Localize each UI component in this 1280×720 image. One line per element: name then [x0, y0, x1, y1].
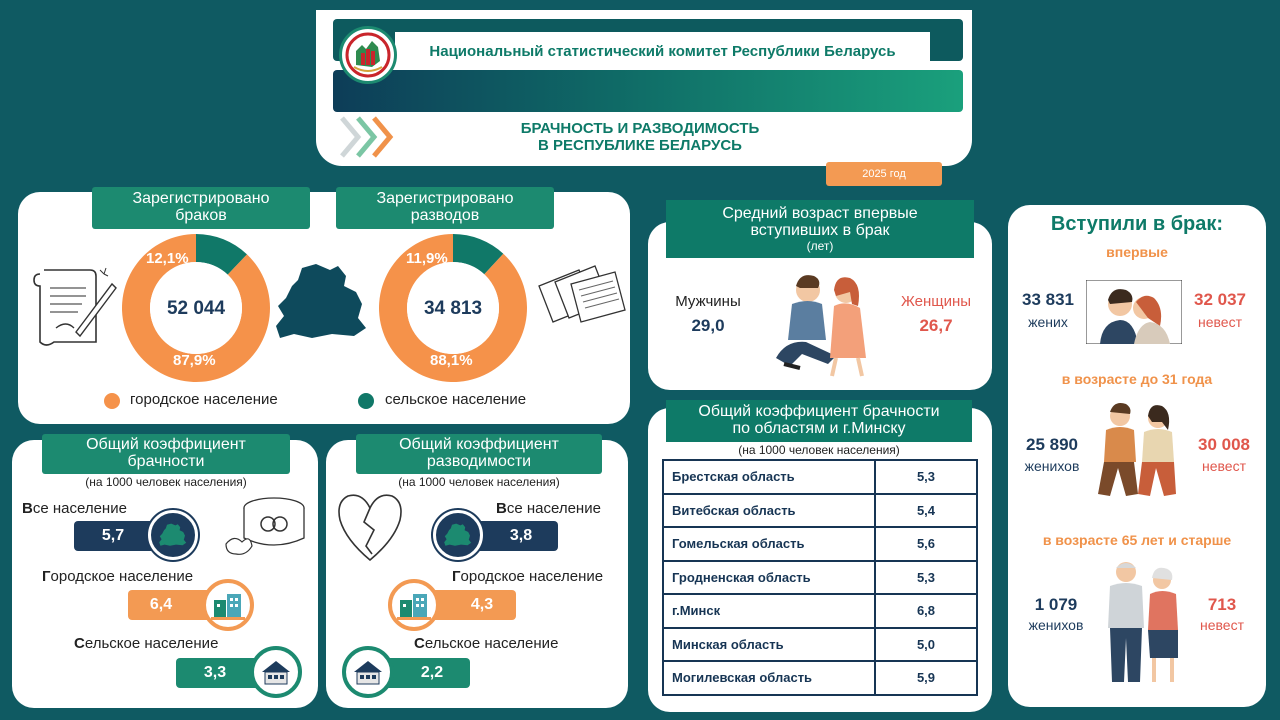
marriage-rural-value: 3,3 [203, 664, 227, 681]
table-row [663, 460, 977, 494]
regions-table [662, 459, 978, 696]
marriage-urban-label-rest: ородское население [50, 568, 194, 585]
marriage-rural-label-first: С [74, 635, 85, 652]
young-couple-illustration [766, 262, 886, 382]
belarus-map-icon [272, 262, 372, 342]
divorce-all-label [496, 500, 601, 517]
avg-age-women-label: Женщины [900, 293, 972, 310]
header-org-box [395, 32, 930, 70]
marriage-all-label-first: В [22, 500, 33, 517]
divorce-rate-title-line1: Общий коэффициент [399, 436, 559, 454]
marriage-rural-label-rest: ельское население [84, 635, 219, 652]
avg-age-title-box [666, 200, 974, 258]
elderly-couple-illustration [1098, 558, 1190, 688]
emblem-logo [339, 26, 397, 84]
divorce-rural-label [414, 635, 558, 652]
region-value: 5,0 [875, 628, 977, 662]
divorces-label-line1: Зарегистрировано [376, 190, 514, 208]
married-first-brides: 32 037 [1194, 290, 1246, 309]
married-over65-heading: в возрасте 65 лет и старше [1042, 532, 1232, 548]
contract-scroll-icon [26, 262, 118, 354]
village-house-icon [352, 658, 384, 686]
married-over65-brides: 713 [1207, 595, 1237, 614]
avg-age-men-label: Мужчины [675, 293, 741, 310]
marriage-urban-label [42, 568, 193, 585]
avg-age-subtitle: (лет) [806, 238, 834, 253]
avg-age-title-line1: Средний возраст впервые [722, 204, 918, 222]
region-value: 5,9 [875, 661, 977, 695]
region-value: 5,3 [875, 561, 977, 595]
regions-subtitle: (на 1000 человек населения) [738, 443, 900, 457]
header-gradient-bar [333, 70, 963, 112]
marriage-all-value: 5,7 [101, 527, 125, 544]
divorce-rural-label-rest: ельское население [424, 635, 559, 652]
region-name: Гомельская область [663, 527, 875, 561]
avg-age-title-line2: вступивших в брак [750, 221, 890, 239]
page-title-line2: В РЕСПУБЛИКЕ БЕЛАРУСЬ [538, 137, 742, 154]
marriage-rural-label [74, 635, 218, 652]
married-under31-brides-label: невест [1202, 458, 1246, 474]
divorce-urban-building-badge [388, 579, 440, 631]
married-over65-brides-label: невест [1200, 617, 1244, 633]
divorce-urban-value: 4,3 [470, 596, 494, 613]
married-first-heading: впервые [1106, 244, 1168, 260]
divorces-rural-pct: 11,9% [406, 250, 448, 267]
header-org-name: Национальный статистический комитет Республики Беларусь [429, 42, 896, 60]
chevron-arrows-icon [338, 112, 398, 162]
marriage-urban-value: 6,4 [149, 596, 173, 613]
divorce-all-value: 3,8 [509, 527, 533, 544]
region-name: Брестская область [663, 460, 875, 494]
table-row [663, 494, 977, 528]
married-under31-heading: в возрасте до 31 года [1061, 371, 1213, 387]
married-first-grooms-label: жених [1028, 314, 1068, 330]
divorce-urban-label [452, 568, 603, 585]
legend-urban-label: городское население [130, 391, 278, 408]
divorces-label-line2: разводов [410, 207, 480, 224]
marriage-rate-title-box [42, 434, 290, 474]
marriage-urban-label-first: Г [42, 568, 51, 585]
city-buildings-icon [211, 590, 245, 620]
marriages-label-box [92, 187, 310, 229]
divorce-rate-title-box [356, 434, 602, 474]
marriages-label-line2: браков [175, 207, 227, 224]
divorce-urban-label-first: Г [452, 568, 461, 585]
table-row [663, 661, 977, 695]
marriages-rural-pct: 12,1% [146, 250, 189, 267]
married-over65-grooms: 1 079 [1034, 595, 1078, 614]
documents-stack-icon [535, 262, 627, 342]
married-over65-grooms-label: женихов [1028, 617, 1084, 633]
married-under31-brides: 30 008 [1198, 435, 1250, 454]
divorce-urban-label-rest: ородское население [460, 568, 604, 585]
city-buildings-icon [397, 590, 431, 620]
divorce-all-map-badge [433, 510, 483, 560]
marriage-all-map-badge [148, 510, 198, 560]
year-badge [826, 162, 942, 186]
divorces-total: 34 813 [423, 298, 483, 319]
young-people-illustration [1092, 398, 1186, 506]
marriage-rate-title-line2: брачности [127, 453, 205, 470]
region-name: Витебская область [663, 494, 875, 528]
marriages-urban-pct: 87,9% [173, 352, 216, 369]
married-title: Вступили в брак: [1050, 213, 1224, 235]
ring-box-icon [222, 484, 312, 564]
table-row [663, 561, 977, 595]
belarus-map-icon [443, 523, 473, 547]
married-first-brides-label: невест [1198, 314, 1242, 330]
marriage-rate-title-line1: Общий коэффициент [86, 436, 246, 454]
marriage-rate-subtitle: (на 1000 человек населения) [85, 475, 247, 489]
divorce-rate-title-line2: разводимости [426, 453, 532, 470]
divorce-all-label-first: В [496, 500, 507, 517]
region-value: 6,8 [875, 594, 977, 628]
divorce-rural-house-badge [342, 646, 394, 698]
legend-rural-dot [358, 393, 374, 409]
married-first-grooms: 33 831 [1022, 290, 1074, 309]
legend-urban-dot [104, 393, 120, 409]
region-name: г.Минск [663, 594, 875, 628]
marriage-all-label [22, 500, 127, 517]
divorce-all-label-rest: се население [506, 500, 601, 517]
region-name: Могилевская область [663, 661, 875, 695]
kissing-couple-illustration [1086, 280, 1182, 344]
regions-title-line2: по областям и г.Минску [732, 420, 906, 437]
broken-heart-icon [336, 490, 404, 564]
divorce-rate-subtitle: (на 1000 человек населения) [398, 475, 560, 489]
marriage-all-label-rest: се население [32, 500, 127, 517]
marriage-urban-building-badge [202, 579, 254, 631]
married-under31-grooms-label: женихов [1024, 458, 1080, 474]
table-row [663, 628, 977, 662]
divorce-rural-value: 2,2 [420, 664, 444, 681]
table-row [663, 527, 977, 561]
year-label: 2025 год [862, 168, 906, 180]
regions-title-line1: Общий коэффициент брачности [698, 403, 940, 421]
marriages-label-line1: Зарегистрировано [132, 190, 270, 208]
regions-title-box [666, 400, 972, 442]
region-name: Минская область [663, 628, 875, 662]
avg-age-women-value: 26,7 [919, 316, 953, 335]
avg-age-men-value: 29,0 [691, 316, 725, 335]
region-value: 5,4 [875, 494, 977, 528]
page-title [440, 120, 840, 154]
legend-rural-label: сельское население [385, 391, 527, 408]
married-under31-grooms: 25 890 [1026, 435, 1078, 454]
region-value: 5,6 [875, 527, 977, 561]
divorces-urban-pct: 88,1% [430, 352, 473, 369]
belarus-map-icon [158, 523, 188, 547]
marriages-total: 52 044 [166, 298, 226, 319]
page-title-line1: БРАЧНОСТЬ И РАЗВОДИМОСТЬ [520, 120, 760, 137]
village-house-icon [260, 658, 292, 686]
marriage-rural-house-badge [250, 646, 302, 698]
table-row [663, 594, 977, 628]
region-value: 5,3 [875, 460, 977, 494]
region-name: Гродненская область [663, 561, 875, 595]
divorces-label-box [336, 187, 554, 229]
divorce-rural-label-first: С [414, 635, 425, 652]
